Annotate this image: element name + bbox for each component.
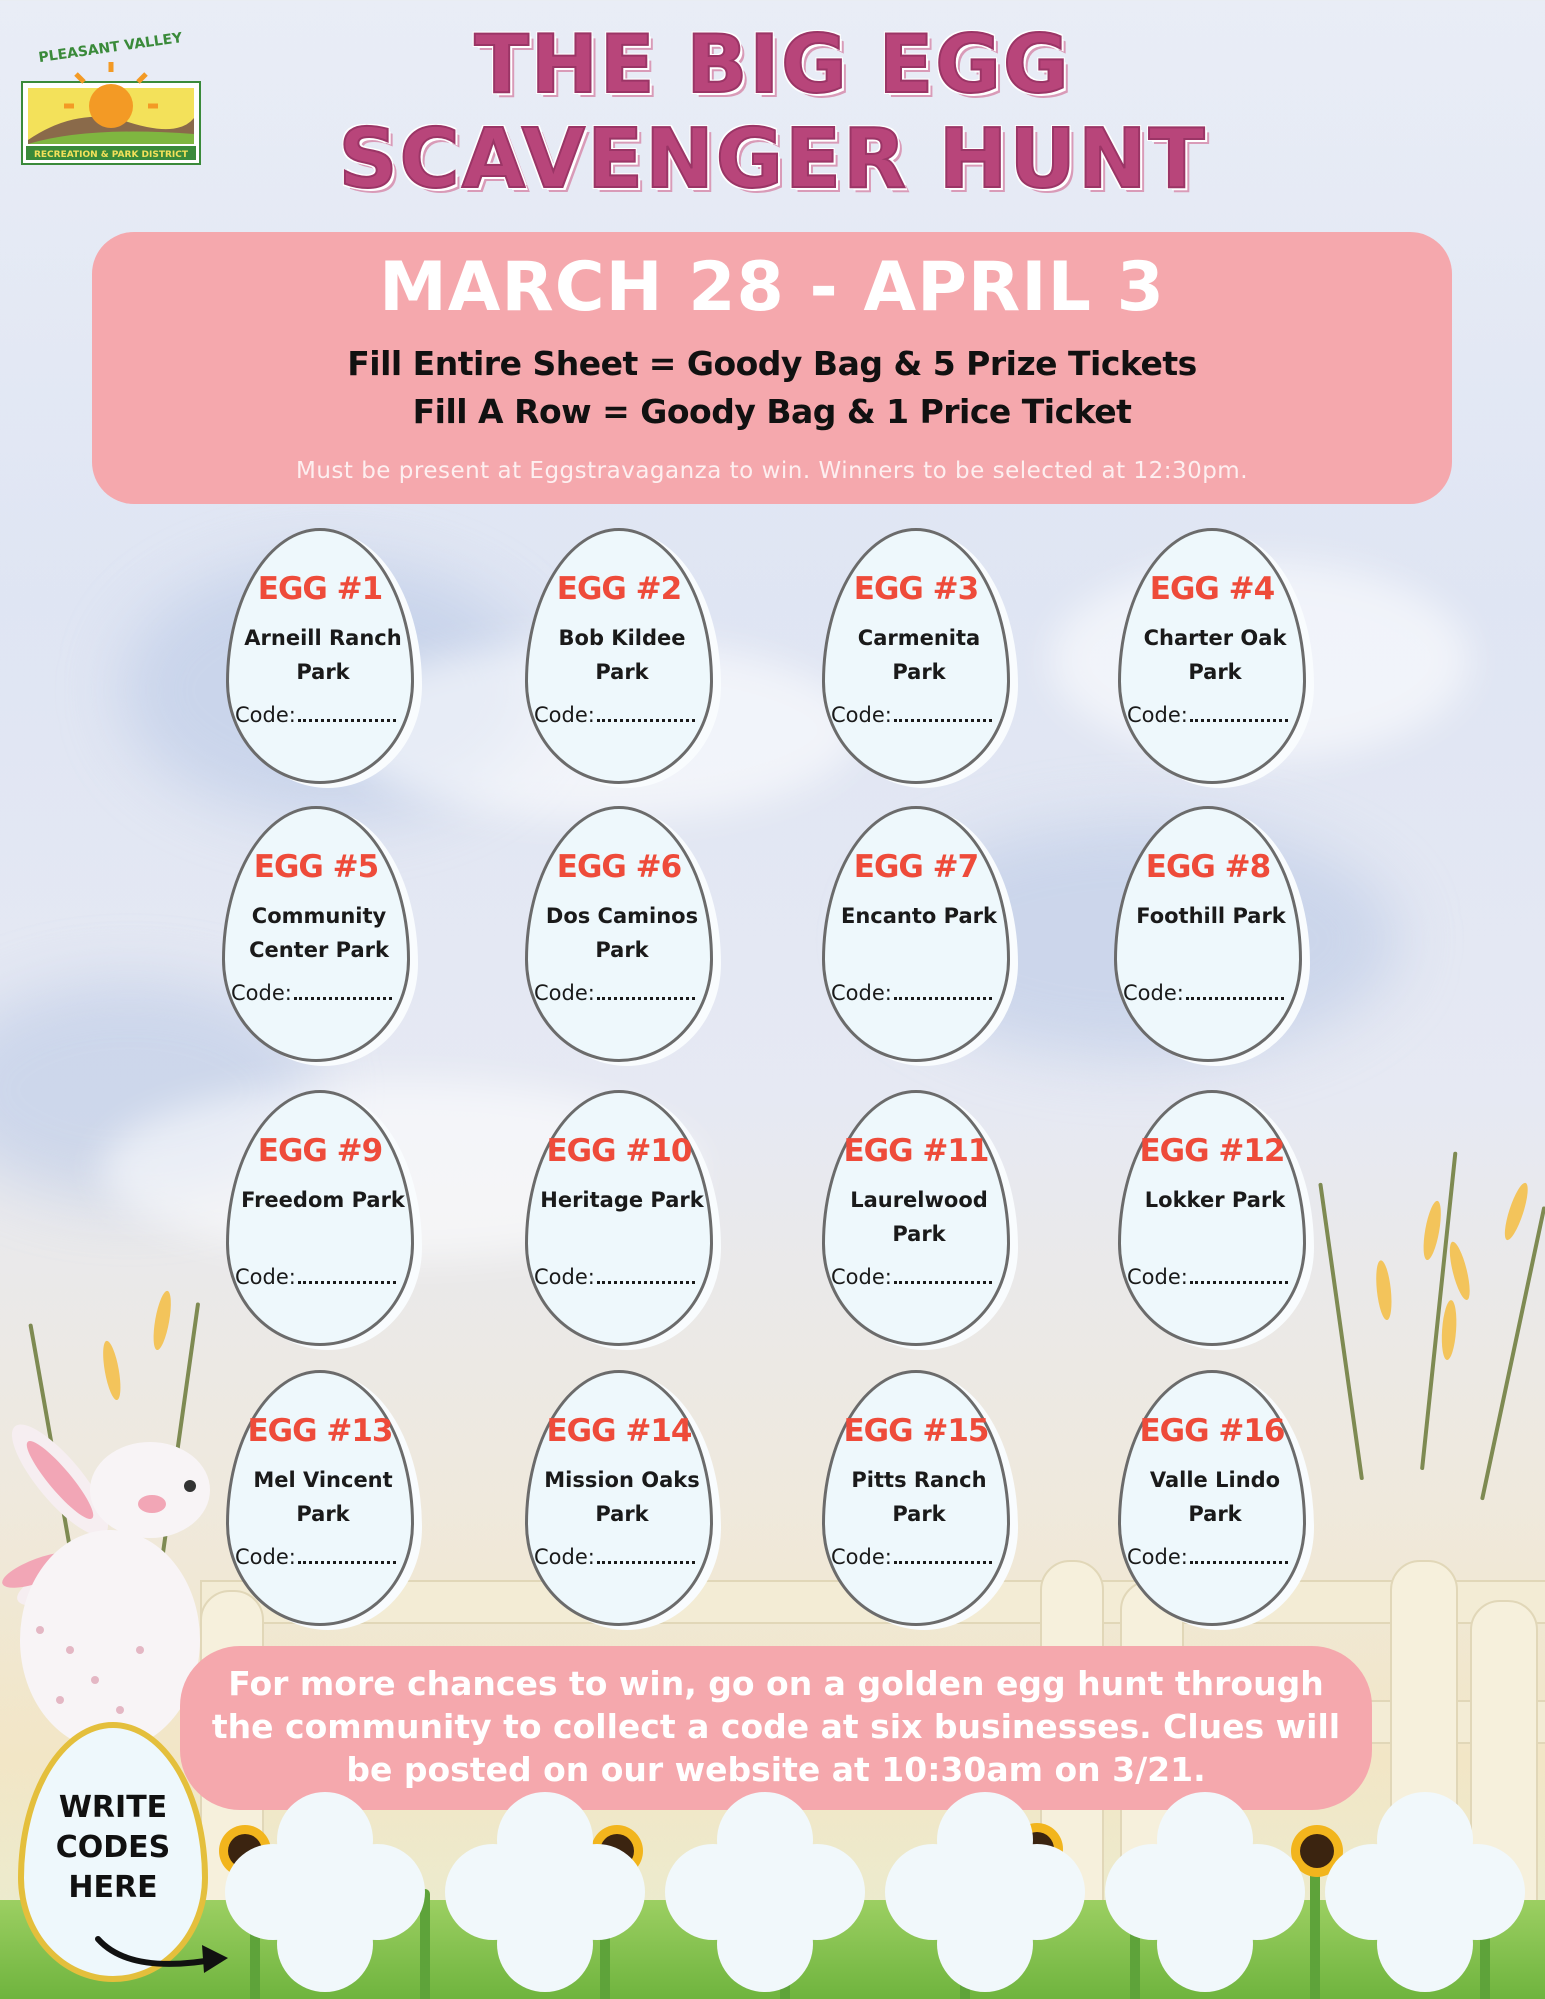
- egg-code-field[interactable]: [235, 703, 411, 727]
- egg-number: EGG #10: [546, 1133, 692, 1169]
- golden-egg-text: For more chances to win, go on a golden egg hunt through the community to collect a code at six businesses. Clues will be posted on our website at 10:30am on 3/21.: [211, 1664, 1341, 1789]
- egg-code-field[interactable]: [831, 703, 1007, 727]
- egg-code-field[interactable]: [831, 1265, 1007, 1289]
- egg-card: [822, 1370, 1010, 1626]
- egg-card: [822, 1090, 1010, 1346]
- egg-code-field[interactable]: [1127, 1545, 1303, 1569]
- code-flower[interactable]: [445, 1792, 645, 1992]
- code-label: Code:: [831, 703, 892, 727]
- code-label: Code:: [831, 981, 892, 1005]
- egg-park-name: Lokker Park: [1144, 1188, 1286, 1212]
- egg-park-name: Carmenita Park: [857, 626, 981, 684]
- golden-egg-banner: [180, 1646, 1372, 1810]
- code-flower[interactable]: [665, 1792, 865, 1992]
- egg-park-name: Community Center Park: [249, 904, 389, 962]
- egg-number: EGG #6: [556, 849, 682, 885]
- egg-park-name: Encanto Park: [841, 904, 997, 928]
- code-blank[interactable]: [894, 705, 992, 722]
- code-blank[interactable]: [894, 1267, 992, 1284]
- egg-card: [226, 1370, 414, 1626]
- egg-code-field[interactable]: [534, 1545, 710, 1569]
- code-flower[interactable]: [1325, 1792, 1525, 1992]
- egg-number: EGG #11: [843, 1133, 989, 1169]
- code-label: Code:: [235, 1265, 296, 1289]
- code-label: Code:: [534, 981, 595, 1005]
- code-blank[interactable]: [298, 1547, 396, 1564]
- event-dates: MARCH 28 - APRIL 3: [379, 248, 1165, 327]
- code-label: Code:: [831, 1265, 892, 1289]
- code-blank[interactable]: [298, 1267, 396, 1284]
- code-blank[interactable]: [597, 983, 695, 1000]
- egg-number: EGG #15: [843, 1413, 989, 1449]
- info-banner: [92, 232, 1452, 504]
- egg-number: EGG #2: [556, 571, 682, 607]
- egg-code-field[interactable]: [231, 981, 407, 1005]
- egg-card: [222, 806, 410, 1062]
- egg-number: EGG #9: [257, 1133, 383, 1169]
- logo-bottom-text: RECREATION & PARK DISTRICT: [33, 150, 189, 160]
- code-blank[interactable]: [298, 705, 396, 722]
- egg-number: EGG #5: [253, 849, 379, 885]
- logo-top-text: PLEASANT VALLEY: [37, 30, 184, 67]
- egg-number: EGG #4: [1149, 571, 1275, 607]
- code-flower[interactable]: [225, 1792, 425, 1992]
- egg-park-name: Valle Lindo Park: [1149, 1468, 1281, 1526]
- code-blank[interactable]: [294, 983, 392, 1000]
- egg-park-name: Charter Oak Park: [1143, 626, 1287, 684]
- title-line-1: THE BIG EGG: [474, 18, 1071, 111]
- egg-number: EGG #16: [1139, 1413, 1285, 1449]
- code-label: Code:: [534, 1545, 595, 1569]
- code-label: Code:: [235, 703, 296, 727]
- egg-park-name: Mission Oaks Park: [544, 1468, 700, 1526]
- rule-fill-row: Fill A Row = Goody Bag & 1 Price Ticket: [412, 392, 1132, 431]
- title-line-2: SCAVENGER HUNT: [338, 112, 1207, 207]
- egg-card: [1118, 1090, 1306, 1346]
- egg-card: [525, 806, 713, 1062]
- code-blank[interactable]: [597, 1267, 695, 1284]
- code-flower[interactable]: [885, 1792, 1085, 1992]
- code-blank[interactable]: [1190, 1267, 1288, 1284]
- egg-park-name: Heritage Park: [540, 1188, 704, 1212]
- egg-card: [822, 528, 1010, 784]
- code-label: Code:: [831, 1545, 892, 1569]
- egg-code-field[interactable]: [1123, 981, 1299, 1005]
- write-codes-line-2: CODES: [55, 1830, 171, 1865]
- egg-number: EGG #14: [546, 1413, 692, 1449]
- code-label: Code:: [1127, 703, 1188, 727]
- egg-code-field[interactable]: [534, 703, 710, 727]
- code-label: Code:: [534, 1265, 595, 1289]
- code-label: Code:: [1127, 1265, 1188, 1289]
- egg-number: EGG #3: [853, 571, 979, 607]
- egg-code-field[interactable]: [831, 981, 1007, 1005]
- egg-number: EGG #13: [247, 1413, 393, 1449]
- egg-code-field[interactable]: [831, 1545, 1007, 1569]
- code-blank[interactable]: [597, 1547, 695, 1564]
- write-codes-line-1: WRITE: [58, 1790, 168, 1825]
- code-label: Code:: [1123, 981, 1184, 1005]
- code-label: Code:: [534, 703, 595, 727]
- code-blank[interactable]: [1190, 705, 1288, 722]
- egg-card: [1118, 1370, 1306, 1626]
- code-blank[interactable]: [894, 983, 992, 1000]
- egg-park-name: Mel Vincent Park: [253, 1468, 393, 1526]
- rule-fill-sheet: Fill Entire Sheet = Goody Bag & 5 Prize Tickets: [347, 344, 1197, 383]
- egg-card: [525, 528, 713, 784]
- egg-park-name: Arneill Ranch Park: [244, 626, 402, 684]
- egg-number: EGG #1: [257, 571, 383, 607]
- code-label: Code:: [231, 981, 292, 1005]
- egg-number: EGG #7: [853, 849, 979, 885]
- code-blank[interactable]: [1190, 1547, 1288, 1564]
- egg-card: [525, 1370, 713, 1626]
- egg-code-field[interactable]: [1127, 1265, 1303, 1289]
- egg-number: EGG #12: [1139, 1133, 1285, 1169]
- egg-code-field[interactable]: [1127, 703, 1303, 727]
- banner-note: Must be present at Eggstravaganza to win. Winners to be selected at 12:30pm.: [295, 458, 1249, 484]
- code-blank[interactable]: [1186, 983, 1284, 1000]
- code-flower[interactable]: [1105, 1792, 1305, 1992]
- egg-code-field[interactable]: [534, 981, 710, 1005]
- egg-park-name: Foothill Park: [1136, 904, 1286, 928]
- arrow-icon: [90, 1925, 240, 1985]
- egg-park-name: Freedom Park: [241, 1188, 405, 1212]
- write-codes-label: [24, 1788, 202, 1908]
- egg-park-name: Bob Kildee Park: [558, 626, 686, 684]
- code-blank[interactable]: [894, 1547, 992, 1564]
- egg-park-name: Dos Caminos Park: [545, 904, 699, 962]
- egg-park-name: Laurelwood Park: [850, 1188, 988, 1246]
- code-label: Code:: [235, 1545, 296, 1569]
- egg-code-field[interactable]: [534, 1265, 710, 1289]
- code-label: Code:: [1127, 1545, 1188, 1569]
- write-codes-line-3: HERE: [68, 1870, 158, 1905]
- egg-code-field[interactable]: [235, 1545, 411, 1569]
- egg-park-name: Pitts Ranch Park: [851, 1468, 987, 1526]
- egg-code-field[interactable]: [235, 1265, 411, 1289]
- code-blank[interactable]: [597, 705, 695, 722]
- egg-number: EGG #8: [1145, 849, 1271, 885]
